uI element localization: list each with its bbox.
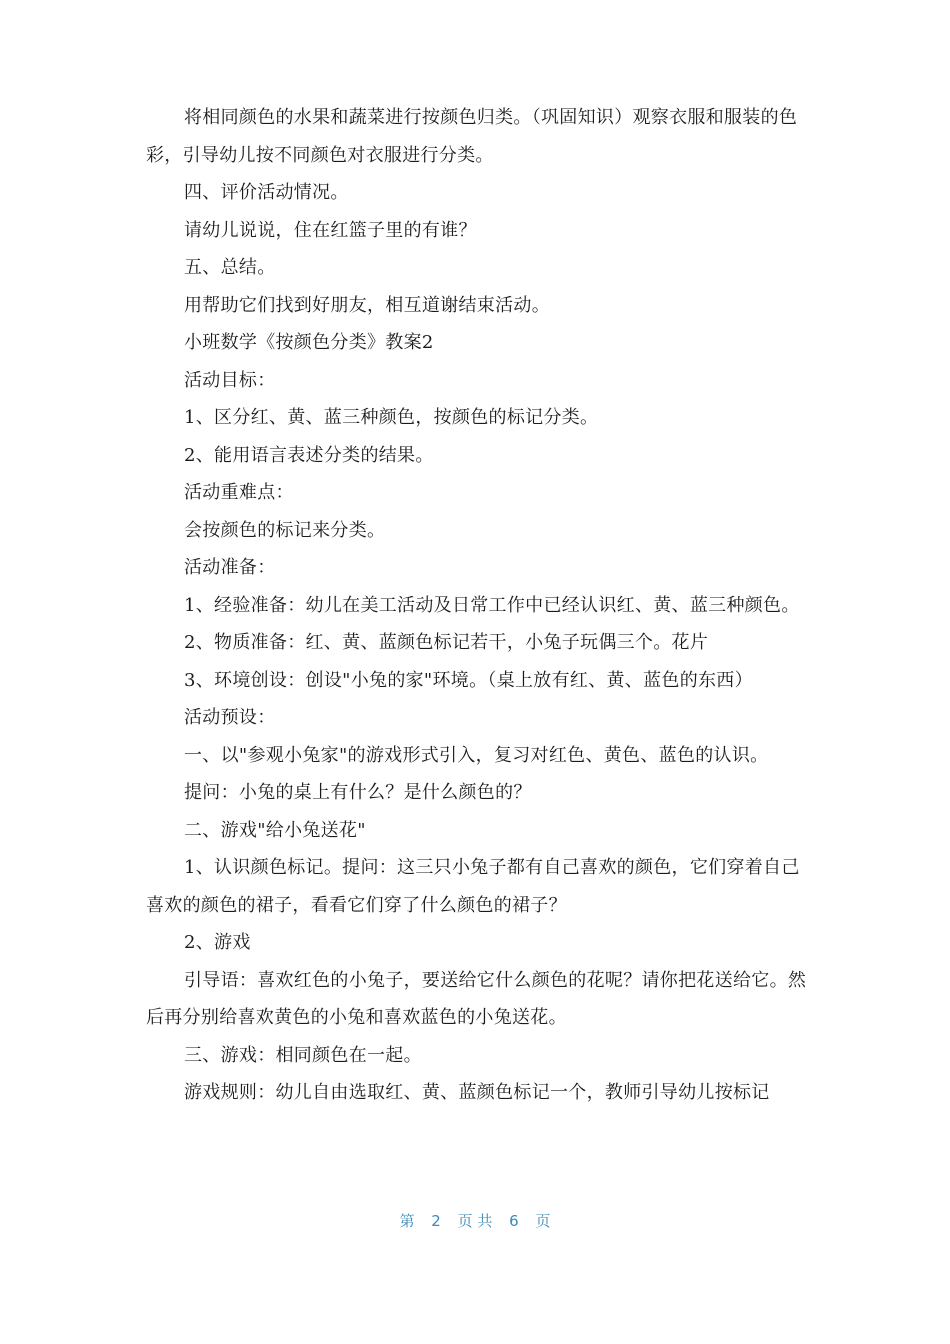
- footer-total-pages: 6: [509, 1212, 519, 1230]
- document-body: [146, 99, 808, 1112]
- paragraph: 用帮助它们找到好朋友，相互道谢结束活动。: [184, 294, 550, 316]
- paragraph: 二、游戏"给小兔送花": [184, 819, 366, 841]
- paragraph: 1、经验准备：幼儿在美工活动及日常工作中已经认识红、黄、蓝三种颜色。: [184, 594, 800, 616]
- footer-page-number: 2: [431, 1212, 441, 1230]
- paragraph: 2、能用语言表述分类的结果。: [184, 444, 434, 466]
- footer-ye: 页: [535, 1212, 551, 1230]
- section-title: 小班数学《按颜色分类》教案2: [184, 332, 434, 353]
- paragraph: 请幼儿说说，住在红篮子里的有谁？: [184, 219, 477, 241]
- paragraph: 会按颜色的标记来分类。: [184, 519, 386, 541]
- paragraph: 三、游戏：相同颜色在一起。: [184, 1044, 422, 1066]
- paragraph: 一、以"参观小兔家"的游戏形式引入，复习对红色、黄色、蓝色的认识。: [184, 744, 769, 766]
- paragraph: 活动重难点：: [184, 482, 294, 503]
- paragraph: 将相同颜色的水果和蔬菜进行按颜色归类。（巩固知识）观察衣服和服装的色彩，引导幼儿按不同颜色对衣服进行分类。: [146, 107, 798, 166]
- footer-di: 第: [399, 1212, 415, 1230]
- paragraph: 2、物质准备：红、黄、蓝颜色标记若干，小兔子玩偶三个。花片: [184, 632, 709, 653]
- paragraph: 活动目标：: [184, 369, 276, 391]
- paragraph: 五、总结。: [184, 257, 276, 278]
- paragraph: 3、环境创设：创设"小兔的家"环境。（桌上放有红、黄、蓝色的东西）: [184, 669, 753, 691]
- paragraph: 游戏规则：幼儿自由选取红、黄、蓝颜色标记一个，教师引导幼儿按标记: [184, 1082, 770, 1103]
- paragraph: 四、评价活动情况。: [184, 182, 349, 203]
- paragraph: 提问：小兔的桌上有什么？是什么颜色的？: [184, 782, 532, 803]
- paragraph: 活动预设：: [184, 707, 276, 728]
- paragraph: 1、区分红、黄、蓝三种颜色，按颜色的标记分类。: [184, 407, 599, 428]
- footer-ye-gong: 页 共: [457, 1212, 493, 1230]
- paragraph: 1、认识颜色标记。提问：这三只小兔子都有自己喜欢的颜色，它们穿着自己喜欢的颜色的裙子，看看它们穿了什么颜色的裙子？: [146, 857, 800, 916]
- paragraph: 活动准备：: [184, 557, 276, 578]
- paragraph: 2、游戏: [184, 932, 251, 953]
- page-footer: [0, 1210, 950, 1231]
- paragraph: 引导语：喜欢红色的小兔子，要送给它什么颜色的花呢？请你把花送给它。然后再分别给喜欢黄色的小兔和喜欢蓝色的小兔送花。: [146, 969, 807, 1028]
